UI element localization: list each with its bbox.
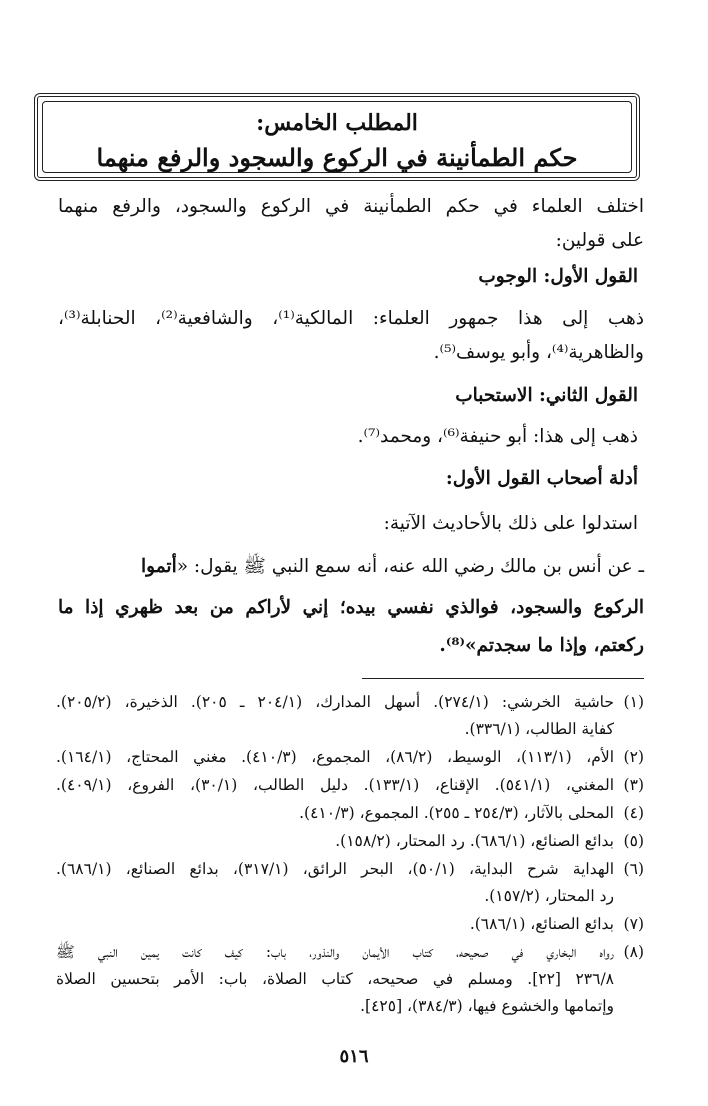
footnote-separator (362, 678, 644, 679)
page-number: ٥١٦ (339, 1046, 369, 1067)
footnote-text: المغني، (٥٤١/١). الإقناع، (١٣٣/١). دليل الطالب، (٣٠/١)، الفروع، (٤٠٩/١). (56, 776, 615, 794)
hadith-line-1-text: ـ عن أنس بن مالك رضي الله عنه، أنه سمع النبي ﷺ يقول: « (176, 556, 644, 577)
footnote-text: بدائع الصنائع، (٦٨٦/١). رد المحتار، (١٥٨/٢). (335, 832, 614, 850)
footnote-text: الأم، (١١٣/١)، الوسيط، (٨٦/٢)، المجموع، (٤١٠/٣). مغني المحتاج، (١٦٤/١). (56, 748, 614, 766)
footnote-number: (٣) (623, 776, 644, 794)
footnote-number: (٢) (623, 748, 644, 766)
hadith-line-2: الركوع والسجود، فوالذي نفسي بيده؛ إني لأراكم من بعد ظهري إذا ما (58, 597, 644, 618)
evidence-heading: أدلة أصحاب القول الأول: (445, 468, 638, 489)
footnote-number: (١) (623, 693, 644, 711)
footnote-number: (٤) (623, 804, 644, 822)
footnote-text: بدائع الصنائع، (٦٨٦/١). (469, 915, 614, 933)
footnote-text: كفاية الطالب، (٣٣٦/١). (464, 720, 614, 738)
section-label: المطلب الخامس: (256, 110, 418, 136)
section-title: حكم الطمأنينة في الركوع والسجود والرفع منهما (96, 143, 578, 172)
footnote-number: (٦) (623, 860, 644, 878)
footnote-text: الهداية شرح البداية، (٥٠/١)، البحر الرائق، (٣١٧/١)، بدائع الصنائع، (٦٨٦/١). (56, 860, 614, 878)
footnote-number: (٨) (623, 943, 644, 961)
first-opinion-heading: القول الأول: الوجوب (478, 266, 638, 287)
evidence-intro: استدلوا على ذلك بالأحاديث الآتية: (383, 513, 638, 534)
footnote-text: رد المحتار، (١٥٧/٢). (484, 887, 614, 905)
second-opinion-heading: القول الثاني: الاستحباب (455, 385, 638, 406)
footnote-text: ٢٣٦/٨ [٢٢]. ومسلم في صحيحه، كتاب الصلاة، باب: الأمر بتحسين الصلاة (56, 970, 614, 988)
hadith-line-1 (64, 552, 644, 582)
footnote-text: وإتمامها والخشوع فيها، (٣٨٤/٣)، [٤٢٥]. (360, 997, 614, 1015)
intro-line-1: اختلف العلماء في حكم الطمأنينة في الركوع والسجود، والرفع منهما (58, 196, 644, 217)
footnote-text: المحلى بالآثار، (٢٥٤/٣ ـ ٢٥٥). المجموع، (٤١٠/٣). (299, 804, 614, 822)
hadith-quote-start: أتموا (141, 556, 177, 577)
footnote-number: (٥) (623, 832, 644, 850)
second-opinion-line: ذهب إلى هذا: أبو حنيفة⁽⁶⁾، ومحمد⁽⁷⁾. (357, 426, 638, 447)
first-opinion-line-1: ذهب إلى هذا جمهور العلماء: المالكية⁽¹⁾، والشافعية⁽²⁾، الحنابلة⁽³⁾، (58, 308, 644, 329)
footnote-number: (٧) (623, 915, 644, 933)
footnote-text: رواه البخاري في صحيحه، كتاب الأيمان والنذور، باب: كيف كانت يمين النبي ﷺ (56, 943, 614, 961)
intro-line-2: على قولين: (555, 230, 644, 251)
hadith-line-3: ركعتم، وإذا ما سجدتم»⁽⁸⁾. (439, 635, 644, 656)
footnote-text: حاشية الخرشي: (٢٧٤/١). أسهل المدارك، (٢٠٤/١ ـ ٢٠٥). الذخيرة، (٢٠٥/٢). (56, 693, 614, 711)
first-opinion-line-2: والظاهرية⁽⁴⁾، وأبو يوسف⁽⁵⁾. (433, 342, 644, 363)
